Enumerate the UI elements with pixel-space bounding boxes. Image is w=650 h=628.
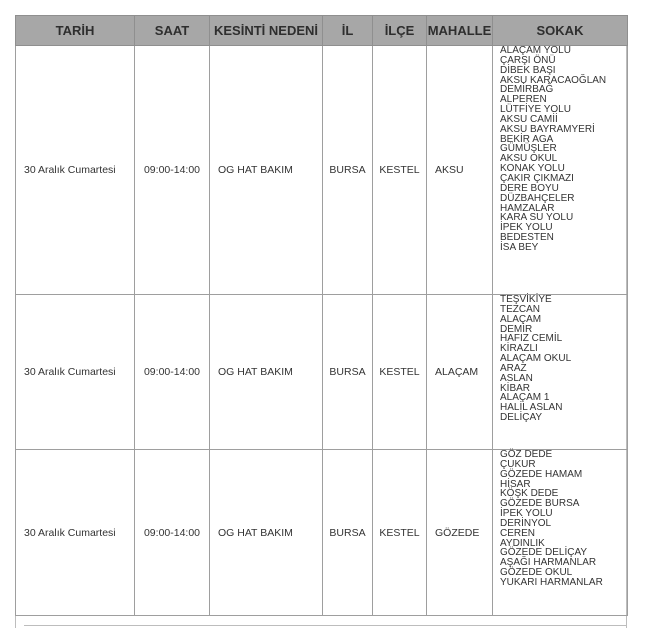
- cell-saat: 09:00-14:00: [135, 450, 210, 616]
- street-item: LÜTFİYE YOLU: [500, 104, 571, 116]
- outage-table-container: [15, 15, 627, 628]
- street-item: GÖZ DEDE: [500, 449, 553, 460]
- street-item: GÖZEDE HAMAM: [500, 468, 583, 480]
- header-il: İL: [323, 16, 373, 46]
- street-item: CEREN: [500, 527, 536, 539]
- street-item: DERE BOYU: [500, 182, 559, 194]
- cell-tarih: 30 Aralık Cumartesi: [16, 46, 135, 295]
- street-item: HİSAR: [500, 478, 531, 490]
- cell-kesinti-nedeni: OG HAT BAKIM: [210, 295, 323, 450]
- cell-kesinti-nedeni: OG HAT BAKIM: [210, 46, 323, 295]
- table-row: [16, 450, 628, 616]
- street-item: ALPEREN: [500, 94, 547, 106]
- cell-mahalle: GÖZEDE: [427, 450, 493, 616]
- street-item: ALAÇAM: [500, 313, 542, 325]
- street-item: TEZCAN: [500, 303, 540, 315]
- street-item: KÖŞK DEDE: [500, 488, 559, 500]
- cell-tarih: 30 Aralık Cumartesi: [16, 450, 135, 616]
- street-item: DEMİRBAĞ: [500, 84, 554, 96]
- street-item: ALAÇAM OKUL: [500, 353, 572, 365]
- street-item: AKSU CAMİİ: [500, 113, 558, 125]
- street-item: KİRAZLI: [500, 343, 538, 355]
- street-item: DÜZBAHÇELER: [500, 192, 575, 204]
- street-item: KONAK YOLU: [500, 163, 565, 175]
- street-item: ASLAN: [500, 372, 533, 384]
- street-item: YUKARI HARMANLAR: [500, 576, 603, 588]
- cell-mahalle: AKSU: [427, 46, 493, 295]
- cell-ilce: KESTEL: [373, 295, 427, 450]
- table-row: [16, 295, 628, 450]
- street-item: KARA SU YOLU: [500, 212, 574, 224]
- street-item: AYDINLIK: [500, 537, 545, 549]
- street-item: DELİÇAY: [500, 412, 543, 424]
- cell-mahalle: ALAÇAM: [427, 295, 493, 450]
- divider: [24, 625, 626, 626]
- street-item: AKSU OKUL: [500, 153, 558, 165]
- street-item: HALİL ASLAN: [500, 402, 563, 414]
- header-sokak: SOKAK: [493, 16, 628, 46]
- street-item: BEDESTEN: [500, 232, 554, 244]
- header-row: [16, 16, 628, 46]
- street-item: DEMİR: [500, 323, 533, 335]
- cell-sokak-list: [493, 295, 628, 450]
- cell-saat: 09:00-14:00: [135, 295, 210, 450]
- cell-ilce: KESTEL: [373, 450, 427, 616]
- header-ilce: İLÇE: [373, 16, 427, 46]
- street-item: DİBEK BAŞI: [500, 64, 556, 76]
- street-item: ALAÇAM YOLU: [500, 45, 571, 56]
- cell-ilce: KESTEL: [373, 46, 427, 295]
- street-item: TEŞVİKİYE: [500, 294, 552, 305]
- street-item: İSA BEY: [500, 241, 539, 253]
- street-item: HAFIZ CEMİL: [500, 333, 563, 345]
- cell-sokak-list: [493, 450, 628, 616]
- street-item: AKSU KARACAOĞLAN: [500, 74, 607, 86]
- table-row: [16, 46, 628, 295]
- header-saat: SAAT: [135, 16, 210, 46]
- street-item: ÇARŞI ÖNÜ: [500, 54, 556, 66]
- street-item: BEKİR AGA: [500, 133, 554, 145]
- street-item: AKSU BAYRAMYERİ: [500, 123, 595, 135]
- cell-il: BURSA: [323, 46, 373, 295]
- header-mahalle: MAHALLE: [427, 16, 493, 46]
- street-item: AŞAĞI HARMANLAR: [500, 557, 597, 569]
- street-item: ÇAKIR ÇIKMAZI: [500, 172, 574, 184]
- street-item: KİBAR: [500, 382, 531, 394]
- street-item: GÖZEDE DELİÇAY: [500, 547, 588, 559]
- street-item: ALAÇAM 1: [500, 392, 550, 404]
- cell-kesinti-nedeni: OG HAT BAKIM: [210, 450, 323, 616]
- cell-tarih: 30 Aralık Cumartesi: [16, 295, 135, 450]
- street-item: GÖZEDE OKUL: [500, 567, 573, 579]
- cell-il: BURSA: [323, 295, 373, 450]
- street-item: ÇUKUR: [500, 458, 536, 470]
- street-item: ARAZ: [500, 362, 527, 374]
- street-item: İPEK YOLU: [500, 508, 553, 520]
- street-item: GÜMÜŞLER: [500, 143, 557, 155]
- cell-saat: 09:00-14:00: [135, 46, 210, 295]
- header-tarih: TARİH: [16, 16, 135, 46]
- header-kesinti-nedeni: KESİNTİ NEDENİ: [210, 16, 323, 46]
- cell-il: BURSA: [323, 450, 373, 616]
- street-item: GÖZEDE BURSA: [500, 498, 580, 510]
- cell-sokak-list: [493, 46, 628, 295]
- outage-table: [15, 15, 628, 616]
- street-item: DERİNYOL: [500, 517, 552, 529]
- street-item: İPEK YOLU: [500, 222, 553, 234]
- street-item: HAMZALAR: [500, 202, 555, 214]
